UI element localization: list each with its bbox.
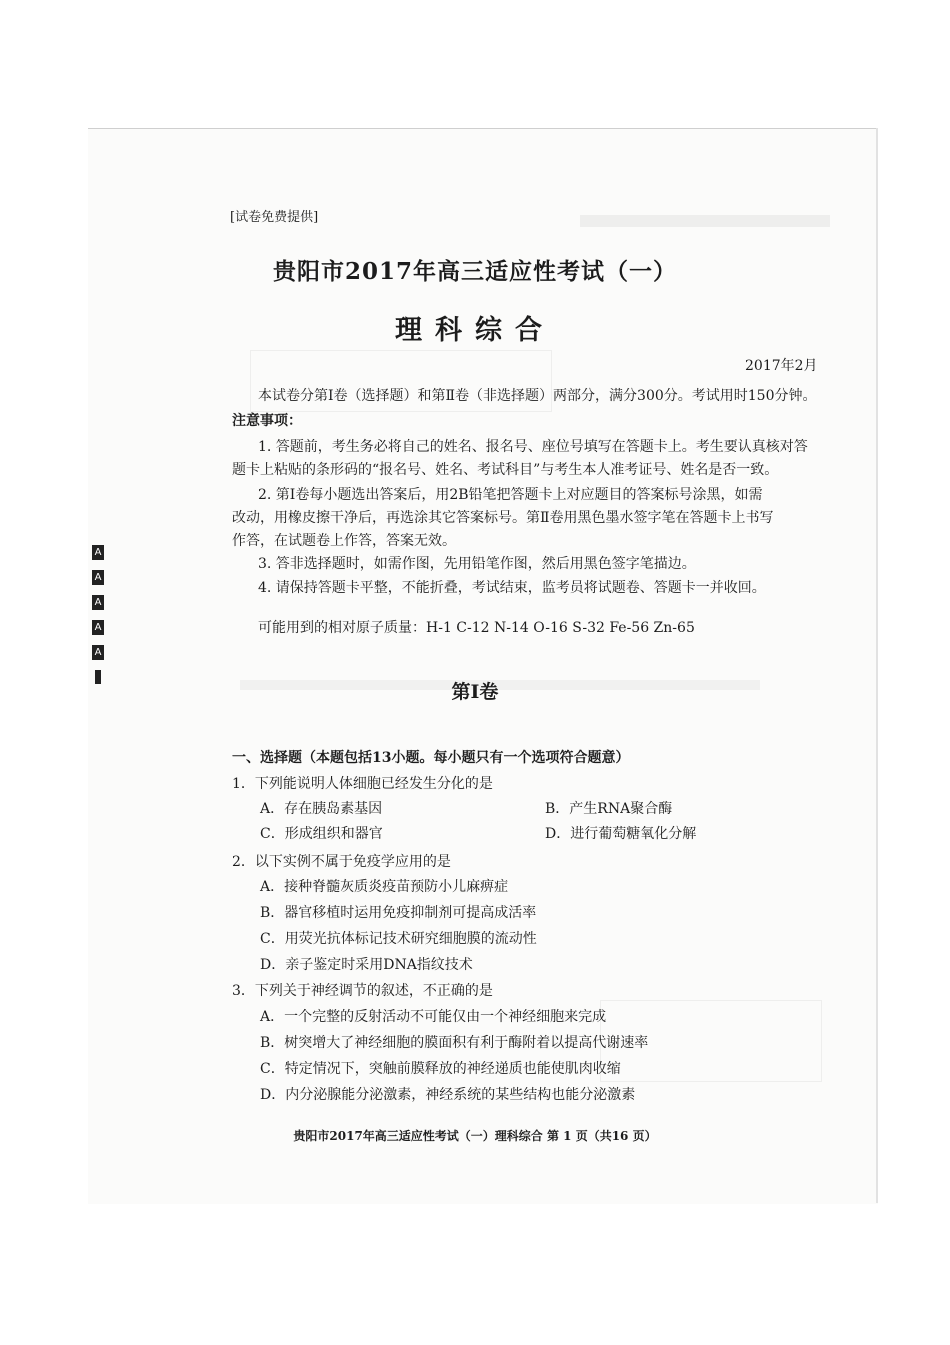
note-4: 4. 请保持答题卡平整，不能折叠，考试结束，监考员将试题卷、答题卡一并收回。 (258, 580, 766, 596)
option-c: C．特定情况下，突触前膜释放的神经递质也能使肌肉收缩 (260, 1061, 621, 1077)
margin-marker: A (92, 620, 104, 635)
note-2-cont: 作答，在试题卷上作答，答案无效。 (232, 533, 456, 549)
question-stem: 1．下列能说明人体细胞已经发生分化的是 (232, 776, 493, 792)
option-d: D．亲子鉴定时采用DNA指纹技术 (260, 957, 473, 973)
option-a: A．一个完整的反射活动不可能仅由一个神经细胞来完成 (260, 1009, 607, 1025)
page-footer: 贵阳市2017年高三适应性考试（一）理科综合 第 1 页（共16 页） (293, 1129, 657, 1143)
note-2-cont: 改动，用橡皮擦干净后，再选涂其它答案标号。第Ⅱ卷用黑色墨水签字笔在答题卡上书写 (232, 510, 774, 526)
part-heading: 一、选择题（本题包括13小题。每小题只有一个选项符合题意） (232, 750, 630, 766)
note-1-cont: 题卡上粘贴的条形码的“报名号、姓名、考试科目”与考生本人准考证号、姓名是否一致。 (232, 462, 779, 478)
page-edge-shadow (876, 128, 878, 1203)
option-c: C．用荧光抗体标记技术研究细胞膜的流动性 (260, 931, 537, 947)
note-1: 1. 答题前，考生务必将自己的姓名、报名号、座位号填写在答题卡上。考生要认真核对答 (258, 439, 808, 455)
exam-date: 2017年2月 (745, 358, 818, 374)
margin-markers (92, 545, 104, 684)
question-stem: 3．下列关于神经调节的叙述，不正确的是 (232, 983, 493, 999)
section-heading: 第Ⅰ卷 (451, 681, 499, 703)
option-c: C．形成组织和器官 (260, 826, 383, 842)
option-d: D．内分泌腺能分泌激素，神经系统的某些结构也能分泌激素 (260, 1087, 636, 1103)
margin-marker: A (92, 645, 104, 660)
option-a: A．接种脊髓灰质炎疫苗预防小儿麻痹症 (260, 879, 509, 895)
margin-marker: A (92, 570, 104, 585)
notes-title: 注意事项： (232, 413, 302, 429)
option-d: D．进行葡萄糖氧化分解 (545, 826, 697, 842)
question-stem: 2．以下实例不属于免疫学应用的是 (232, 854, 451, 870)
exam-title: 贵阳市2017年高三适应性考试（一） (272, 258, 677, 285)
margin-marker: A (92, 545, 104, 560)
option-b: B．产生RNA聚合酶 (545, 801, 673, 817)
margin-marker: A (92, 595, 104, 610)
intro-line: 本试卷分第Ⅰ卷（选择题）和第Ⅱ卷（非选择题）两部分，满分300分。考试用时150分钟。 (258, 388, 817, 404)
option-b: B．器官移植时运用免疫抑制剂可提高成活率 (260, 905, 537, 921)
show-through-mark (580, 215, 830, 227)
option-a: A．存在胰岛素基因 (260, 801, 383, 817)
subject-title: 理科综合 (395, 315, 555, 346)
option-b: B．树突增大了神经细胞的膜面积有利于酶附着以提高代谢速率 (260, 1035, 649, 1051)
note-2: 2. 第Ⅰ卷每小题选出答案后，用2B铅笔把答题卡上对应题目的答案标号涂黑，如需 (258, 487, 763, 503)
note-3: 3. 答非选择题时，如需作图，先用铅笔作图，然后用黑色签字笔描边。 (258, 556, 696, 572)
free-notice: [试卷免费提供] (230, 210, 319, 225)
atomic-masses: 可能用到的相对原子质量：H-1 C-12 N-14 O-16 S-32 Fe-56 Zn-65 (258, 620, 695, 636)
